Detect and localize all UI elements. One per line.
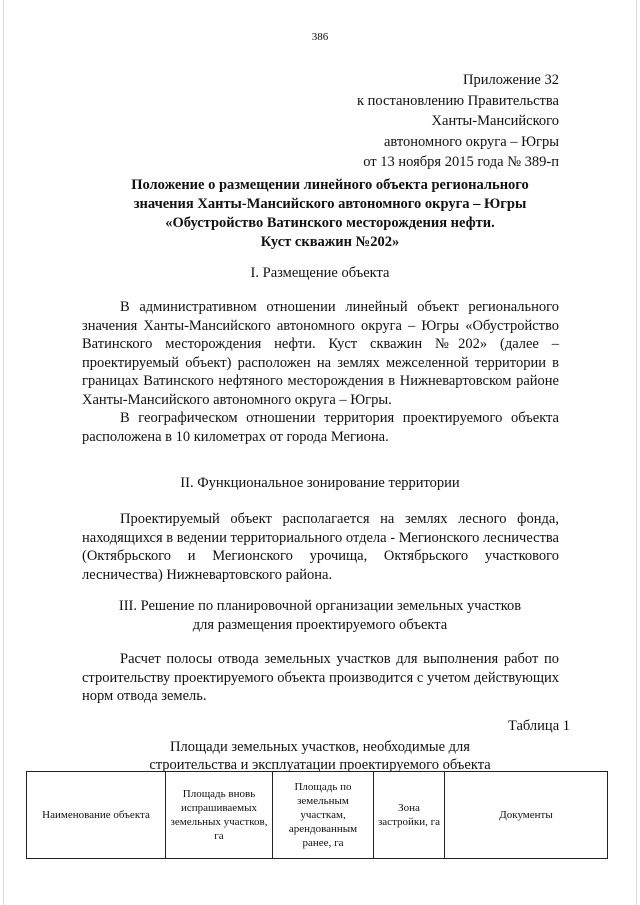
paragraph: Расчет полосы отвода земельных участков для выполнения работ по строительству проектируемого объекта производится с учетом действующих норм отвода земель. <box>82 651 559 704</box>
paragraph: В географическом отношении территория проектируемого объекта расположена в 10 километрах от города Мегиона. <box>82 410 559 445</box>
appendix-line: к постановлению Правительства <box>357 92 559 109</box>
heading-line: для размещения проектируемого объекта <box>192 617 448 633</box>
appendix-line: от 13 ноября 2015 года № 389-п <box>363 154 559 170</box>
header-object-name: Наименование объекта <box>27 772 166 859</box>
title-line: Положение о размещении линейного объекта регионального <box>131 177 529 193</box>
header-zone: Зона застройки, га <box>374 772 445 859</box>
section-2-heading: II. Функциональное зонирование территории <box>180 475 460 491</box>
paragraph: В административном отношении линейный объект регионального значения Ханты-Мансийского автономного округа – Югры «Обустройство Ватинского месторождения нефти. Куст скважин №202» (далее – проектируемый объект) расположен на землях межселенной территории в границах Ватинского нефтяного месторождения в Нижневартовском районе Ханты-Мансийского автономного округа – Югры. <box>82 299 559 408</box>
section-1-heading: I. Размещение объекта <box>250 265 390 281</box>
caption-line: Площади земельных участков, необходимые для <box>170 739 470 755</box>
title-line: «Обустройство Ватинского месторождения нефти. <box>165 215 495 231</box>
section-3-heading <box>80 597 560 635</box>
section-2-body <box>82 510 559 584</box>
land-area-table <box>26 771 608 859</box>
title-line: значения Ханты-Мансийского автономного округа – Югры <box>133 196 527 212</box>
header-leased-area: Площадь по земельным участкам, арендованным ранее, га <box>273 772 374 859</box>
header-documents: Документы <box>445 772 608 859</box>
caption-line: строительства и эксплуатации проектируемого объекта <box>149 757 491 773</box>
document-title <box>90 176 570 252</box>
section-1-body <box>82 298 559 446</box>
appendix-line: автономного округа – Югры <box>383 133 559 150</box>
page-number: 386 <box>311 31 329 43</box>
title-line: Куст скважин №202» <box>260 234 400 250</box>
scan-right-edge <box>636 0 637 905</box>
appendix-reference <box>357 70 559 173</box>
appendix-line: Ханты-Мансийского <box>431 113 559 129</box>
heading-line: III. Решение по планировочной организации земельных участков <box>118 598 522 614</box>
table-caption <box>80 738 560 774</box>
table-header-row <box>27 772 608 859</box>
section-3-body <box>82 650 559 706</box>
header-new-area: Площадь вновь испрашиваемых земельных участков, га <box>166 772 273 859</box>
paragraph: Проектируемый объект располагается на землях лесного фонда, находящихся в ведении территориального отдела - Мегионского лесничества (Октябрьского и Мегионского урочища, Октябрьского участкового лесничества) Нижневартовского района. <box>82 511 559 583</box>
appendix-line: Приложение 32 <box>463 72 559 88</box>
scan-left-edge <box>3 0 4 905</box>
table-label: Таблица 1 <box>507 718 570 734</box>
